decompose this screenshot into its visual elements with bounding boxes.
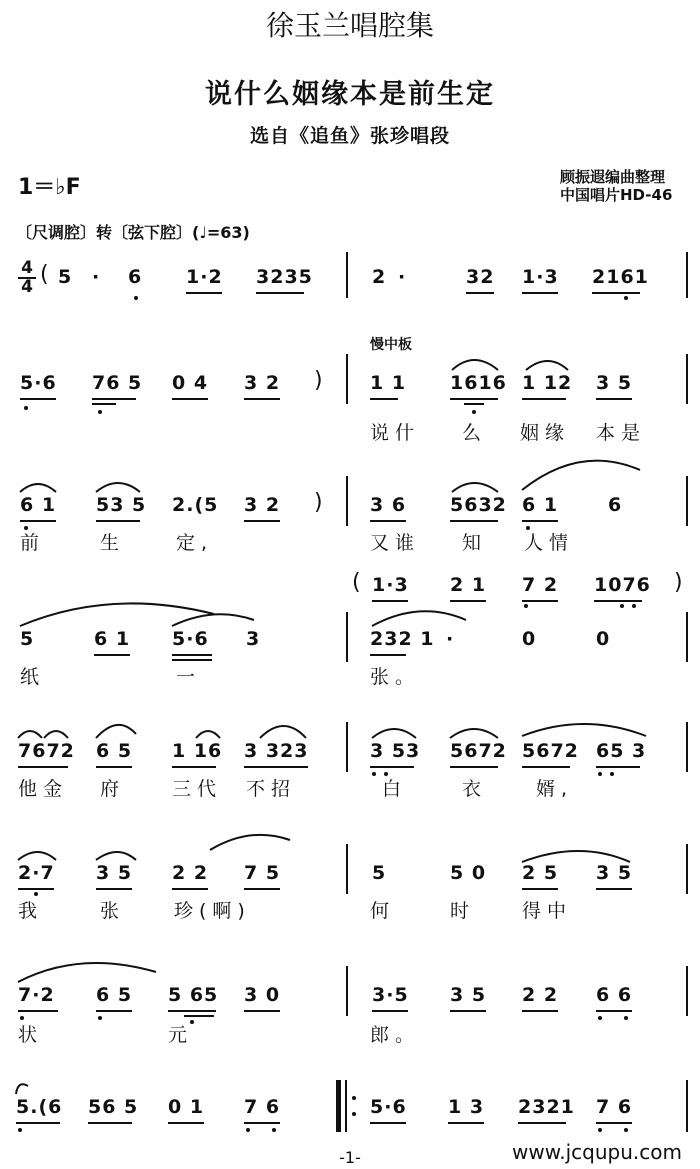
note-group: 6 1 — [94, 628, 131, 650]
lyric: 我 — [18, 900, 44, 922]
underline — [92, 403, 116, 405]
time-signature — [18, 260, 36, 296]
slur — [522, 461, 640, 490]
note-group: 3 53 — [370, 740, 421, 762]
note-group: 2 2 — [522, 984, 559, 1006]
barline — [346, 844, 348, 894]
slur — [522, 724, 646, 736]
underline — [372, 600, 408, 602]
octave-dot — [624, 296, 628, 300]
underline — [370, 1122, 406, 1124]
underline — [168, 1010, 216, 1012]
note-group: 3 5 — [450, 984, 487, 1006]
slur — [210, 835, 290, 850]
page-number: -1- — [339, 1148, 361, 1167]
song-title: 说什么姻缘本是前生定 — [205, 79, 495, 110]
tempo-marking: 〔尺调腔〕转〔弦下腔〕(♩=63) — [16, 223, 250, 242]
barline — [346, 612, 348, 662]
note-group: 0 4 — [172, 372, 209, 394]
lyric: 婿, — [536, 778, 574, 800]
note-group: 1·2 — [186, 266, 223, 288]
barline — [686, 354, 688, 404]
note-group: 1 3 — [448, 1096, 485, 1118]
lyric: 前 — [20, 532, 46, 554]
note-group: 2 5 — [522, 862, 559, 884]
slur — [44, 731, 68, 738]
underline — [96, 520, 140, 522]
repeat-dot — [352, 1112, 356, 1116]
underline — [256, 292, 304, 294]
slur — [18, 731, 42, 738]
note-group: 1·3 — [522, 266, 559, 288]
lyric: 不招 — [246, 778, 297, 800]
note-group: 7 6 — [596, 1096, 633, 1118]
note-group: 2·7 — [18, 862, 55, 884]
lyric: 珍(啊) — [174, 900, 251, 922]
underline — [372, 1010, 408, 1012]
note-group: 3·5 — [372, 984, 409, 1006]
slur — [96, 725, 136, 738]
barline — [346, 722, 348, 772]
collection-title: 徐玉兰唱腔集 — [265, 9, 434, 42]
note-group: 0 1 — [168, 1096, 205, 1118]
note-group: 6 5 — [96, 984, 133, 1006]
underline — [522, 1010, 558, 1012]
note-group: 0 — [596, 628, 611, 650]
barline — [346, 966, 348, 1016]
lyric: 知 — [462, 532, 488, 554]
underline — [450, 600, 486, 602]
octave-dot — [610, 772, 614, 776]
note-group: 32 — [466, 266, 495, 288]
underline — [20, 520, 56, 522]
note-group: 76 5 — [92, 372, 143, 394]
underline — [464, 403, 484, 405]
lyric: 定, — [176, 532, 214, 554]
underline — [522, 766, 570, 768]
underline — [96, 1010, 132, 1012]
octave-dot — [372, 772, 376, 776]
underline — [466, 292, 494, 294]
note-group: 6 6 — [596, 984, 633, 1006]
note-group: 7672 — [18, 740, 75, 762]
note-group: 3 0 — [244, 984, 281, 1006]
lyric: 说什 — [370, 422, 421, 444]
octave-dot — [624, 1016, 628, 1020]
lyric: 又谁 — [370, 532, 421, 554]
note-group: 232 1 — [370, 628, 435, 650]
barline — [346, 354, 348, 404]
slur — [526, 361, 568, 370]
barline — [686, 722, 688, 772]
octave-dot — [472, 410, 476, 414]
slur — [260, 726, 306, 738]
note-group: 53 5 — [96, 494, 147, 516]
note-group: 3235 — [256, 266, 313, 288]
note-group: 1 16 — [172, 740, 223, 762]
slur — [522, 851, 630, 862]
underline — [18, 766, 68, 768]
note-group: 5·6 — [370, 1096, 407, 1118]
note-group: 5 65 — [168, 984, 219, 1006]
underline — [172, 398, 208, 400]
octave-dot — [598, 1128, 602, 1132]
note-group: 2321 — [518, 1096, 575, 1118]
note-group: 1076 — [594, 574, 651, 596]
underline — [596, 766, 640, 768]
octave-dot — [18, 1128, 22, 1132]
repeat-barline — [345, 1080, 347, 1132]
octave-dot — [620, 604, 624, 608]
underline — [370, 398, 398, 400]
note-group: 2 2 — [172, 862, 209, 884]
underline — [592, 292, 640, 294]
barline — [686, 252, 688, 298]
barline — [346, 476, 348, 526]
note-group: 7 2 — [522, 574, 559, 596]
note-group: 3 5 — [596, 862, 633, 884]
slur — [16, 1084, 28, 1094]
octave-dot — [98, 1016, 102, 1020]
slur — [18, 852, 56, 860]
note-group: 6 — [608, 494, 623, 516]
note-group: 3 2 — [244, 494, 281, 516]
underline — [94, 654, 130, 656]
underline — [596, 1010, 632, 1012]
underline — [18, 888, 54, 890]
lyric: 纸 — [20, 666, 46, 688]
slur — [172, 614, 254, 626]
note-group: 6 5 — [96, 740, 133, 762]
lyric: 他金 — [18, 778, 69, 800]
underline — [450, 398, 498, 400]
underline — [370, 520, 406, 522]
underline — [184, 1015, 214, 1017]
note-group: 2 1 — [450, 574, 487, 596]
note-group: 2 — [372, 266, 387, 288]
barline — [686, 612, 688, 662]
octave-dot — [632, 604, 636, 608]
note-group: 5·6 — [20, 372, 57, 394]
note-group: 3 6 — [370, 494, 407, 516]
underline — [448, 1122, 484, 1124]
note-group: ) — [314, 368, 323, 393]
note-group: 5 — [372, 862, 387, 884]
record-credit: 中国唱片HD-46 — [560, 186, 673, 204]
underline — [96, 888, 132, 890]
note-group: 1616 — [450, 372, 507, 394]
barline — [686, 1080, 688, 1132]
tempo-change: 慢中板 — [370, 337, 412, 353]
octave-dot — [246, 1128, 250, 1132]
lyric: 时 — [450, 900, 476, 922]
note-group: 6 1 — [522, 494, 559, 516]
lyric: 么 — [462, 422, 488, 444]
lyric: 张。 — [370, 666, 421, 688]
note-group: 0 — [522, 628, 537, 650]
barline — [686, 966, 688, 1016]
note-group: 5 0 — [450, 862, 487, 884]
note-group: 3 5 — [596, 372, 633, 394]
underline — [244, 398, 280, 400]
underline — [518, 1122, 566, 1124]
note-group: 2.(5 — [172, 494, 219, 516]
lyric: 人情 — [524, 532, 575, 554]
underline — [522, 888, 558, 890]
underline — [244, 1122, 280, 1124]
note-group: 7·2 — [18, 984, 55, 1006]
octave-dot — [598, 1016, 602, 1020]
note-group: · — [92, 266, 101, 288]
slur — [20, 603, 214, 626]
slur — [20, 484, 56, 492]
underline — [244, 766, 308, 768]
repeat-barline — [336, 1080, 341, 1132]
lyric: 郎。 — [370, 1024, 421, 1046]
barline — [686, 844, 688, 894]
underline — [88, 1122, 132, 1124]
underline — [596, 1122, 632, 1124]
barline — [346, 252, 348, 298]
lyric: 得中 — [522, 900, 573, 922]
underline — [522, 520, 558, 522]
underline — [450, 520, 498, 522]
song-subtitle: 选自《追鱼》张珍唱段 — [249, 125, 450, 147]
lyric: 府 — [100, 778, 126, 800]
time-sig-bottom: 4 — [18, 277, 36, 296]
note-group: 7 6 — [244, 1096, 281, 1118]
underline — [450, 766, 498, 768]
note-group: 1 12 — [522, 372, 573, 394]
note-group: 3 323 — [244, 740, 309, 762]
slur — [96, 852, 136, 860]
underline — [244, 888, 280, 890]
octave-dot — [24, 406, 28, 410]
lyric: 本是 — [596, 422, 647, 444]
note-group: 7 5 — [244, 862, 281, 884]
octave-dot — [134, 296, 138, 300]
underline — [172, 659, 212, 661]
note-group: 3 2 — [244, 372, 281, 394]
underline — [172, 654, 212, 656]
underline — [244, 520, 280, 522]
note-group: 3 — [246, 628, 261, 650]
time-sig-top: 4 — [21, 258, 33, 278]
underline — [370, 766, 414, 768]
note-group: 1 1 — [370, 372, 407, 394]
barline — [686, 476, 688, 526]
note-group: · — [398, 266, 407, 288]
octave-dot — [598, 772, 602, 776]
note-group: ) — [314, 490, 323, 515]
key-signature: 1＝♭F — [18, 175, 81, 200]
underline — [522, 292, 558, 294]
note-group: 2161 — [592, 266, 649, 288]
underline — [20, 398, 56, 400]
lyric: 姻缘 — [520, 422, 571, 444]
repeat-dot — [352, 1096, 356, 1100]
slur — [196, 731, 220, 738]
underline — [168, 1122, 204, 1124]
lyric: 生 — [100, 532, 126, 554]
note-group: 6 — [128, 266, 143, 288]
note-group: 6 1 — [20, 494, 57, 516]
note-group: ( — [40, 262, 49, 287]
lyric: 状 — [18, 1024, 44, 1046]
lyric: 张 — [100, 900, 126, 922]
note-group: ( — [352, 570, 361, 595]
slur — [452, 483, 498, 492]
note-group: 1·3 — [372, 574, 409, 596]
slur — [450, 729, 498, 738]
note-group: 5.(6 — [16, 1096, 63, 1118]
note-group: 5672 — [522, 740, 579, 762]
underline — [172, 766, 216, 768]
note-group: 5672 — [450, 740, 507, 762]
lyric: 衣 — [462, 778, 488, 800]
note-group: 5 — [20, 628, 35, 650]
underline — [596, 398, 632, 400]
underline — [522, 398, 566, 400]
underline — [172, 888, 208, 890]
underline — [596, 888, 632, 890]
note-group: 5 — [58, 266, 73, 288]
lyric: 何 — [370, 900, 396, 922]
underline — [522, 600, 558, 602]
slur — [452, 360, 498, 370]
lyric: 元 — [168, 1024, 194, 1046]
slur — [372, 611, 466, 626]
octave-dot — [98, 410, 102, 414]
slur — [96, 483, 140, 492]
octave-dot — [624, 1128, 628, 1132]
note-group: ) — [674, 570, 683, 595]
underline — [594, 600, 642, 602]
note-group: 5632 — [450, 494, 507, 516]
note-group: 5·6 — [172, 628, 209, 650]
arranger-credit: 顾振遐编曲整理 — [560, 168, 666, 186]
note-group: 56 5 — [88, 1096, 139, 1118]
underline — [18, 1010, 58, 1012]
underline — [370, 654, 406, 656]
octave-dot — [272, 1128, 276, 1132]
underline — [92, 398, 136, 400]
underline — [96, 766, 132, 768]
underline — [450, 1010, 486, 1012]
lyric: 白 — [382, 778, 408, 800]
underline — [244, 1010, 280, 1012]
watermark: www.jcqupu.com — [512, 1140, 682, 1164]
slur — [18, 963, 156, 982]
octave-dot — [524, 604, 528, 608]
note-group: · — [446, 628, 455, 650]
underline — [186, 292, 222, 294]
slur — [372, 729, 416, 738]
underline — [16, 1122, 60, 1124]
note-group: 65 3 — [596, 740, 647, 762]
lyric: 一 — [176, 666, 202, 688]
note-group: 3 5 — [96, 862, 133, 884]
lyric: 三代 — [172, 778, 223, 800]
